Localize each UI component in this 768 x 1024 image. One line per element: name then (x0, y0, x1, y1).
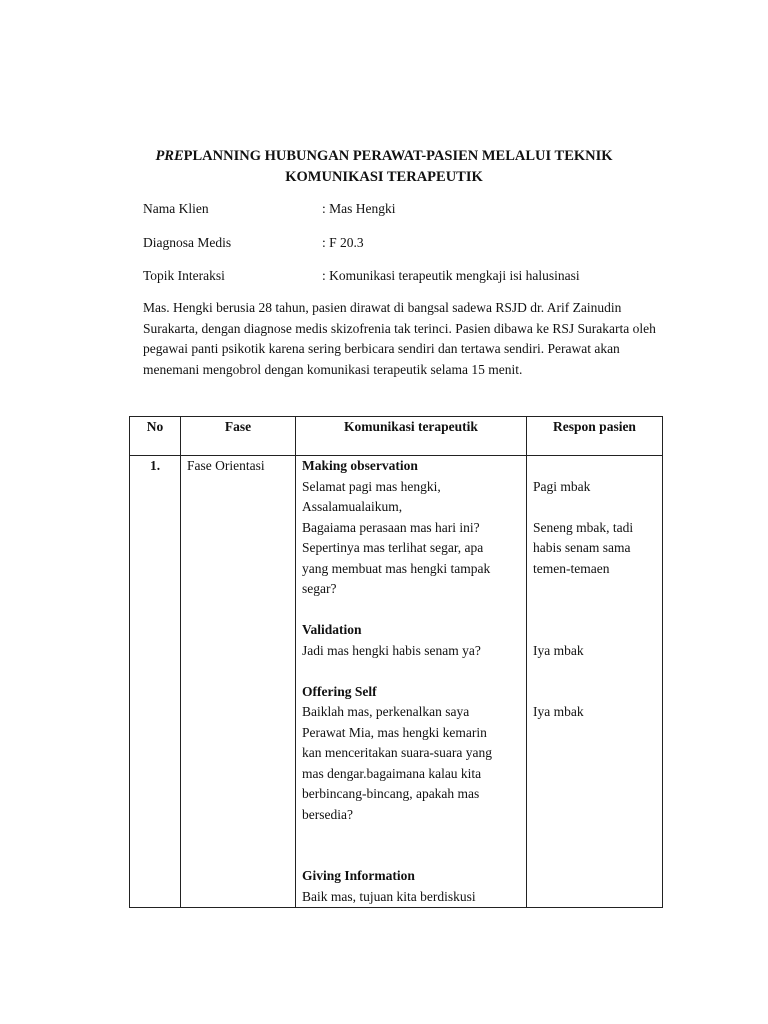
response-line: temen-temaen (533, 560, 610, 576)
info-label: Nama Klien (143, 201, 209, 216)
info-value: : F 20.3 (322, 235, 364, 250)
info-row-nama-klien (143, 199, 663, 219)
section-heading: Making observation (302, 458, 418, 473)
intro-paragraph: Mas. Hengki berusia 28 tahun, pasien dirawat di bangsal sadewa RSJD dr. Arif Zainudin Surakarta, dengan diagnose medis skizofrenia tak terinci. Pasien dibawa ke RSJ Surakarta oleh pegawai panti psikotik karena sering berbicara sendiri dan tertawa sendiri. Perawat akan menemani mengobrol dengan komunikasi terapeutik selama 15 menit. (143, 300, 656, 377)
statement-line: Sepertinya mas terlihat segar, apa (302, 540, 484, 555)
title-line-2: KOMUNIKASI TERAPEUTIK (285, 169, 483, 185)
spacer (302, 661, 520, 682)
info-row-topik-interaksi (143, 266, 663, 286)
cell-no (130, 456, 181, 908)
statement-line: berbincang-bincang, apakah mas (302, 786, 480, 801)
statement-line: Perawat Mia, mas hengki kemarin (302, 724, 487, 740)
info-label: Topik Interaksi (143, 268, 225, 283)
communication-content (296, 456, 526, 907)
spacer (533, 579, 656, 600)
response-line: Seneng mbak, tadi (533, 519, 634, 535)
spacer (302, 600, 520, 621)
document-title (120, 146, 648, 188)
info-value: : Komunikasi terapeutik mengkaji isi halusinasi (322, 268, 580, 283)
spacer (533, 661, 656, 682)
statement-line: yang membuat mas hengki tampak (302, 560, 491, 576)
statement-line: Bagaiama perasaan mas hari ini? (302, 519, 480, 535)
statement-line: segar? (302, 581, 337, 596)
table-header-row (130, 417, 663, 456)
info-value: : Mas Hengki (322, 201, 396, 216)
spacer (302, 825, 520, 866)
info-row-diagnosa-medis (143, 233, 663, 253)
statement-line: Baiklah mas, perkenalkan saya (302, 704, 470, 719)
communication-table (129, 416, 663, 908)
row-number: 1. (149, 458, 161, 473)
statement-line: Baik mas, tujuan kita berdiskusi (302, 888, 476, 904)
header-komunikasi: Komunikasi terapeutik (296, 417, 527, 456)
spacer (533, 620, 656, 641)
cell-komunikasi (296, 456, 527, 908)
cell-respon (527, 456, 663, 908)
title-line-1 (120, 146, 648, 167)
response-line: Iya mbak (533, 704, 584, 719)
title-rest: PLANNING HUBUNGAN PERAWAT-PASIEN MELALUI TEKNIK (183, 148, 613, 164)
response-line: habis senam sama (533, 540, 631, 555)
statement-line: Assalamualaikum, (302, 499, 403, 514)
cell-fase (181, 456, 296, 908)
header-no: No (130, 417, 181, 456)
spacer (533, 682, 656, 703)
info-label: Diagnosa Medis (143, 235, 232, 250)
response-content (527, 456, 662, 723)
title-prefix: PRE (155, 148, 184, 164)
table-row (130, 456, 663, 908)
statement-line: bersedia? (302, 806, 353, 822)
section-heading: Validation (302, 622, 362, 637)
response-line: Pagi mbak (533, 478, 591, 494)
spacer (533, 600, 656, 621)
statement-line: Jadi mas hengki habis senam ya? (302, 642, 481, 658)
statement-line: Selamat pagi mas hengki, (302, 478, 441, 494)
spacer (533, 497, 656, 518)
section-heading: Giving Information (302, 868, 415, 883)
header-respon: Respon pasien (527, 417, 663, 456)
section-heading: Offering Self (302, 683, 377, 699)
spacer (533, 456, 656, 477)
header-fase: Fase (181, 417, 296, 456)
statement-line: mas dengar.bagaimana kalau kita (302, 765, 482, 781)
statement-line: kan menceritakan suara-suara yang (302, 745, 493, 760)
response-line: Iya mbak (533, 642, 584, 658)
phase-label: Fase Orientasi (187, 458, 265, 473)
